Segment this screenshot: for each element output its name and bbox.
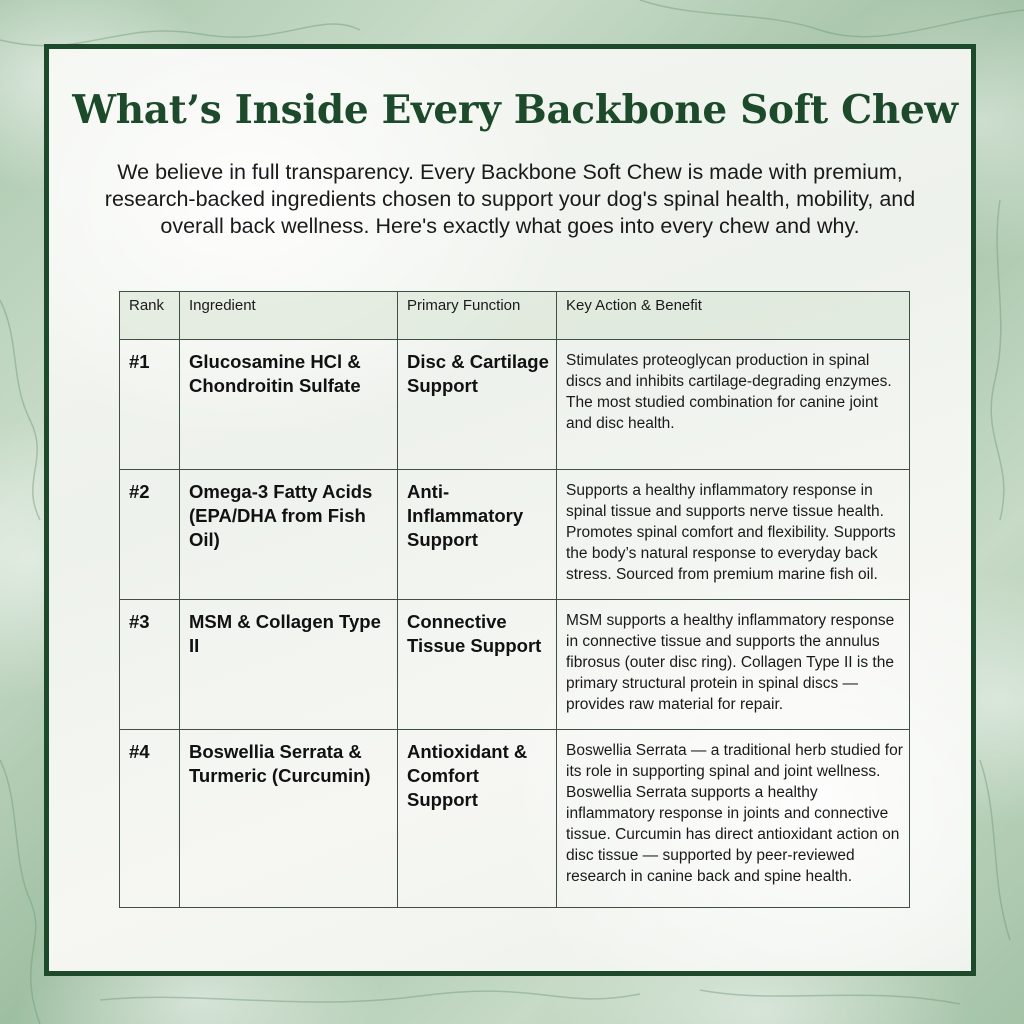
ingredient-cell: Boswellia Serrata & Turmeric (Curcumin) <box>180 730 398 908</box>
function-cell: Antioxidant & Comfort Support <box>398 730 557 908</box>
function-cell: Connective Tissue Support <box>398 600 557 730</box>
ingredient-cell: MSM & Collagen Type II <box>180 600 398 730</box>
ingredients-table <box>119 291 910 908</box>
benefit-cell: MSM supports a healthy inflammatory response in connective tissue and supports the annulus fibrosus (outer disc ring). Collagen Type II is the primary structural protein in spinal discs — provides raw material for repair. <box>557 600 910 730</box>
rank-cell: #2 <box>120 470 180 600</box>
intro-paragraph: We believe in full transparency. Every Backbone Soft Chew is made with premium, research-backed ingredients chosen to support your dog's spinal health, mobility, and overall back wellness. Here's exactly what goes into every chew and why. <box>104 160 916 238</box>
benefit-cell: Boswellia Serrata — a traditional herb studied for its role in supporting spinal and joint wellness. Boswellia Serrata supports a healthy inflammatory response in joints and connective tissue. Curcumin has direct antioxidant action on disc tissue — supported by peer-reviewed research in canine back and spine health. <box>557 730 910 908</box>
header-rank: Rank <box>120 292 180 340</box>
benefit-cell: Supports a healthy inflammatory response in spinal tissue and supports nerve tissue health. Promotes spinal comfort and flexibility. Supports the body’s natural response to everyday back stress. Sourced from premium marine fish oil. <box>557 470 910 600</box>
rank-cell: #1 <box>120 340 180 470</box>
table-row <box>120 340 910 470</box>
function-cell: Disc & Cartilage Support <box>398 340 557 470</box>
benefit-cell: Stimulates proteoglycan production in spinal discs and inhibits cartilage-degrading enzymes. The most studied combination for canine joint and disc health. <box>557 340 910 470</box>
content-card <box>44 44 976 976</box>
table-header-row <box>120 292 910 340</box>
ingredient-cell: Omega-3 Fatty Acids (EPA/DHA from Fish Oil) <box>180 470 398 600</box>
table-row <box>120 470 910 600</box>
header-ingredient: Ingredient <box>180 292 398 340</box>
header-key-action-benefit: Key Action & Benefit <box>557 292 910 340</box>
function-cell: Anti-Inflammatory Support <box>398 470 557 600</box>
page-title: What’s Inside Every Backbone Soft Chew <box>72 87 958 133</box>
table-row <box>120 600 910 730</box>
rank-cell: #4 <box>120 730 180 908</box>
table-row <box>120 730 910 908</box>
rank-cell: #3 <box>120 600 180 730</box>
ingredient-cell: Glucosamine HCl & Chondroitin Sulfate <box>180 340 398 470</box>
header-primary-function: Primary Function <box>398 292 557 340</box>
